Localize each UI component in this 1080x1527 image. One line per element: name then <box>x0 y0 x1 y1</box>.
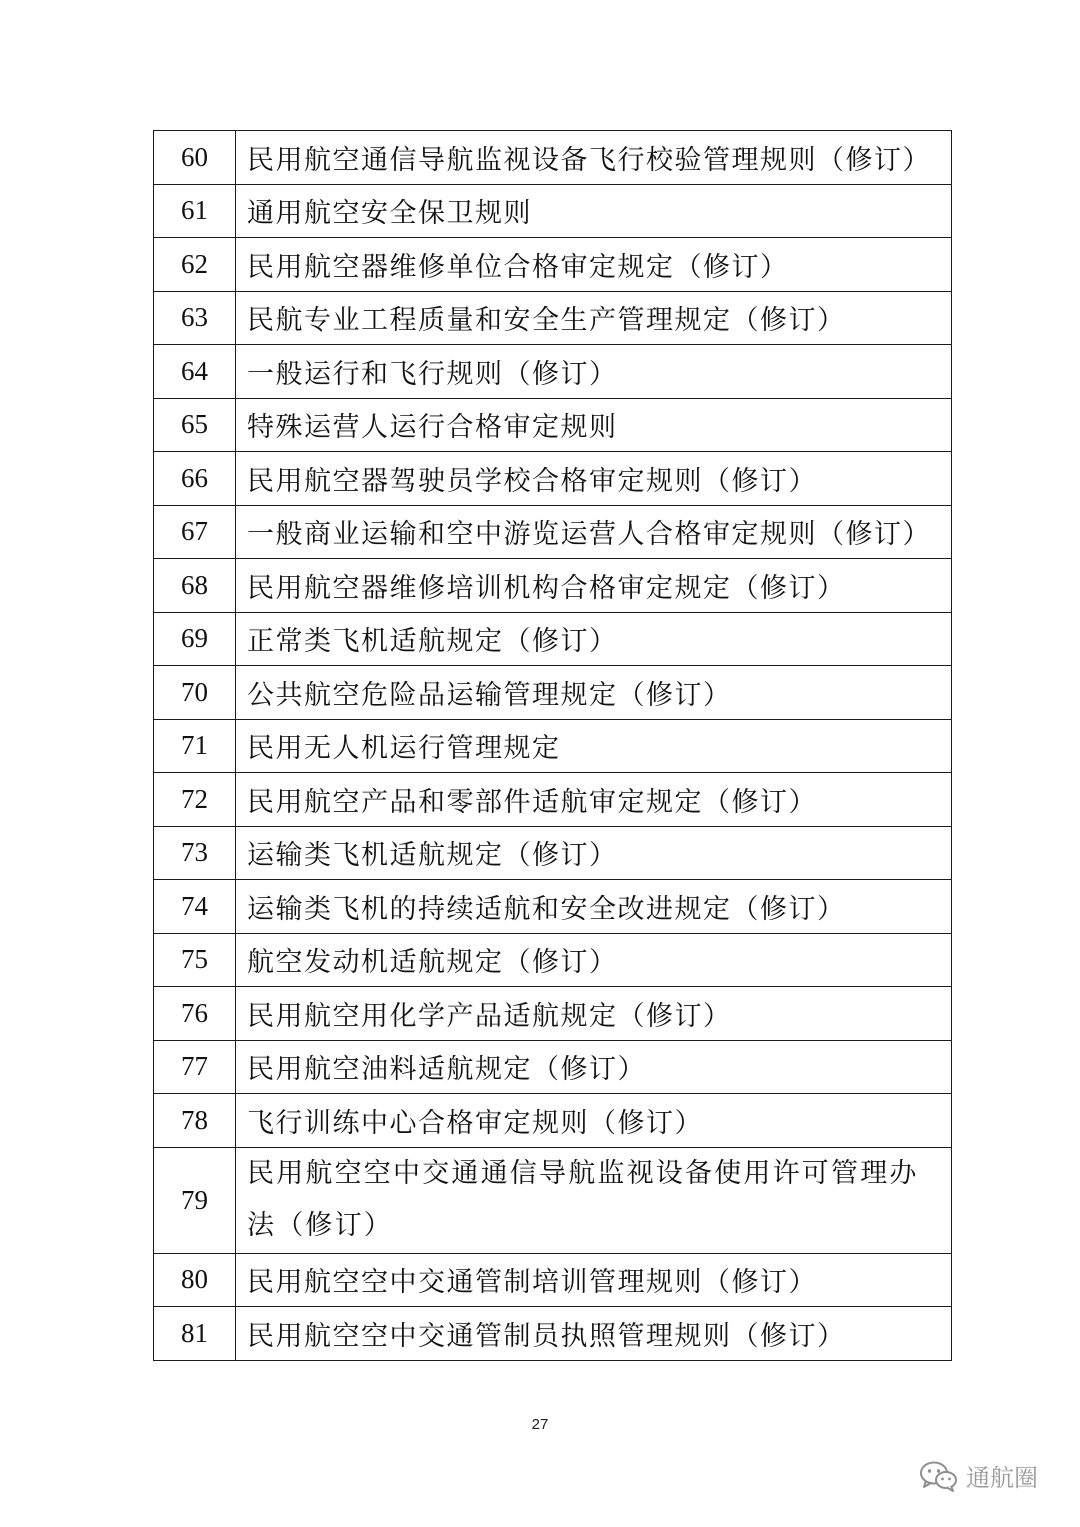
table-row <box>154 987 952 1041</box>
row-title: 民用航空器维修单位合格审定规定（修订） <box>236 238 952 292</box>
table-row <box>154 773 952 827</box>
regulations-table <box>153 130 952 1361</box>
table-row <box>154 345 952 399</box>
row-number: 68 <box>154 559 236 613</box>
table-row <box>154 131 952 185</box>
table-row <box>154 398 952 452</box>
row-number: 76 <box>154 987 236 1041</box>
table-row <box>154 880 952 934</box>
watermark <box>918 1458 1038 1493</box>
watermark-text: 通航圈 <box>966 1464 1038 1492</box>
row-title: 民用航空通信导航监视设备飞行校验管理规则（修订） <box>236 131 952 185</box>
row-number: 81 <box>154 1307 236 1361</box>
regulations-table-body <box>154 131 952 1361</box>
row-title: 飞行训练中心合格审定规则（修订） <box>236 1094 952 1148</box>
row-number: 60 <box>154 131 236 185</box>
wechat-icon <box>918 1459 960 1493</box>
table-row <box>154 933 952 987</box>
row-title: 公共航空危险品运输管理规定（修订） <box>236 666 952 720</box>
row-title: 通用航空安全保卫规则 <box>236 184 952 238</box>
row-number: 66 <box>154 452 236 506</box>
row-number: 65 <box>154 398 236 452</box>
row-number: 63 <box>154 291 236 345</box>
table-row <box>154 505 952 559</box>
row-number: 77 <box>154 1040 236 1094</box>
row-title: 民航专业工程质量和安全生产管理规定（修订） <box>236 291 952 345</box>
row-title: 特殊运营人运行合格审定规则 <box>236 398 952 452</box>
row-title: 民用航空空中交通管制培训管理规则（修订） <box>236 1253 952 1307</box>
row-title: 运输类飞机的持续适航和安全改进规定（修订） <box>236 880 952 934</box>
row-number: 74 <box>154 880 236 934</box>
row-number: 71 <box>154 719 236 773</box>
table-row <box>154 184 952 238</box>
row-title: 一般运行和飞行规则（修订） <box>236 345 952 399</box>
row-title: 民用航空空中交通管制员执照管理规则（修订） <box>236 1307 952 1361</box>
table-row <box>154 559 952 613</box>
row-number: 67 <box>154 505 236 559</box>
row-title: 民用无人机运行管理规定 <box>236 719 952 773</box>
row-title: 正常类飞机适航规定（修订） <box>236 612 952 666</box>
table-row <box>154 719 952 773</box>
table-row <box>154 452 952 506</box>
row-number: 80 <box>154 1253 236 1307</box>
row-title: 运输类飞机适航规定（修订） <box>236 826 952 880</box>
row-number: 62 <box>154 238 236 292</box>
row-title: 民用航空用化学产品适航规定（修订） <box>236 987 952 1041</box>
table-row <box>154 1147 952 1253</box>
row-number: 79 <box>154 1147 236 1253</box>
row-title: 民用航空器维修培训机构合格审定规定（修订） <box>236 559 952 613</box>
table-row <box>154 1307 952 1361</box>
row-number: 73 <box>154 826 236 880</box>
row-number: 78 <box>154 1094 236 1148</box>
row-title: 民用航空油料适航规定（修订） <box>236 1040 952 1094</box>
row-title: 民用航空空中交通通信导航监视设备使用许可管理办法（修订） <box>236 1147 952 1253</box>
row-number: 61 <box>154 184 236 238</box>
page-number: 27 <box>531 1416 549 1433</box>
table-row <box>154 612 952 666</box>
table-row <box>154 1040 952 1094</box>
table-row <box>154 238 952 292</box>
row-title: 民用航空器驾驶员学校合格审定规则（修订） <box>236 452 952 506</box>
row-number: 72 <box>154 773 236 827</box>
row-title: 一般商业运输和空中游览运营人合格审定规则（修订） <box>236 505 952 559</box>
table-row <box>154 666 952 720</box>
table-row <box>154 1253 952 1307</box>
row-title: 航空发动机适航规定（修订） <box>236 933 952 987</box>
row-number: 64 <box>154 345 236 399</box>
row-title: 民用航空产品和零部件适航审定规定（修订） <box>236 773 952 827</box>
table-row <box>154 291 952 345</box>
row-number: 69 <box>154 612 236 666</box>
table-row <box>154 1094 952 1148</box>
table-row <box>154 826 952 880</box>
row-number: 75 <box>154 933 236 987</box>
row-number: 70 <box>154 666 236 720</box>
